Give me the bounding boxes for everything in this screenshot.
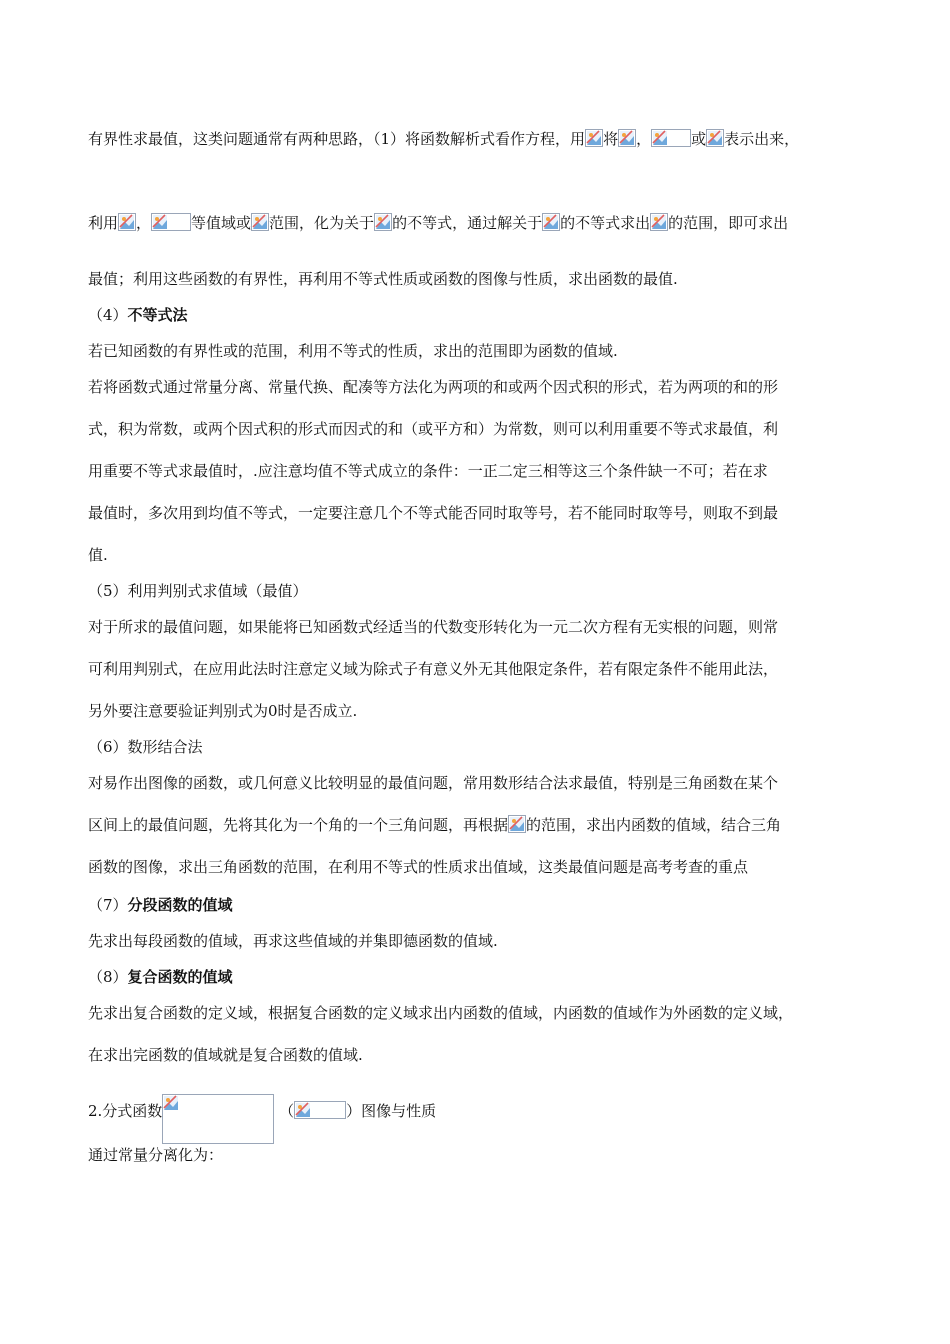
formula-image-icon	[151, 213, 191, 231]
section-5-line3: 另外要注意要验证判别式为0时是否成立.	[88, 702, 358, 720]
formula-image-icon	[542, 213, 560, 231]
para1-line1: 有界性求最值，这类问题通常有两种思路，（1）将函数解析式看作方程，用 将 ， 或 表示出来，	[88, 130, 800, 148]
formula-image-icon	[162, 1094, 274, 1144]
section-4-heading: （4）不等式法	[88, 306, 188, 324]
para1-line3: 最值；利用这些函数的有界性，再利用不等式性质或函数的图像与性质，求出函数的最值.	[88, 270, 678, 288]
formula-image-icon	[118, 213, 136, 231]
section-6-line3: 函数的图像，求出三角函数的范围，在利用不等式的性质求出值域，这类最值问题是高考考查的重点	[88, 858, 749, 876]
section-4-para2-line3: 用重要不等式求最值时，.应注意均值不等式成立的条件：一正二定三相等这三个条件缺一不可；若在求	[88, 462, 768, 480]
formula-image-icon	[706, 129, 724, 147]
formula-image-icon	[294, 1101, 346, 1119]
formula-image-icon	[251, 213, 269, 231]
section-8-heading: （8）复合函数的值域	[88, 968, 233, 986]
section-6-line1: 对易作出图像的函数，或几何意义比较明显的最值问题，常用数形结合法求最值，特别是三角函数在某个	[88, 774, 779, 792]
section-5-line1: 对于所求的最值问题，如果能将已知函数式经适当的代数变形转化为一元二次方程有无实根的问题，则常	[88, 618, 779, 636]
section-4-para2-line4: 最值时，多次用到均值不等式，一定要注意几个不等式能否同时取等号，若不能同时取等号，则取不到最	[88, 504, 779, 522]
section-2-heading: 2.分式函数 （ ）图像与性质	[88, 1094, 888, 1144]
section-4-para1: 若已知函数的有界性或的范围，利用不等式的性质，求出的范围即为函数的值域.	[88, 342, 618, 360]
section-8-line2: 在求出完函数的值域就是复合函数的值域.	[88, 1046, 363, 1064]
section-7-heading: （7）分段函数的值域	[88, 896, 233, 914]
formula-image-icon	[650, 213, 668, 231]
section-2-para: 通过常量分离化为：	[88, 1146, 224, 1164]
formula-image-icon	[585, 129, 603, 147]
section-5-heading: （5）利用判别式求值域（最值）	[88, 582, 308, 600]
section-6-line2: 区间上的最值问题，先将其化为一个角的一个三角问题，再根据 的范围，求出内函数的值域，结合三角	[88, 816, 782, 834]
formula-image-icon	[618, 129, 636, 147]
section-4-para2-line5: 值.	[88, 546, 108, 564]
formula-image-icon	[508, 815, 526, 833]
para1-line2: 利用 ， 等值域或 范围，化为关于 的不等式，通过解关于 的不等式求出 的范围，即可求出	[88, 214, 789, 232]
formula-image-icon	[374, 213, 392, 231]
formula-image-icon	[651, 129, 691, 147]
section-4-para2-line1: 若将函数式通过常量分离、常量代换、配凑等方法化为两项的和或两个因式积的形式，若为两项的和的形	[88, 378, 779, 396]
section-7-para: 先求出每段函数的值域，再求这些值域的并集即德函数的值域.	[88, 932, 498, 950]
section-5-line2: 可利用判别式，在应用此法时注意定义域为除式子有意义外无其他限定条件，若有限定条件不能用此法，	[88, 660, 779, 678]
section-4-para2-line2: 式，积为常数，或两个因式积的形式而因式的和（或平方和）为常数，则可以利用重要不等式求最值，利	[88, 420, 779, 438]
section-8-line1: 先求出复合函数的定义域，根据复合函数的定义域求出内函数的值域，内函数的值域作为外函数的定义域，	[88, 1004, 794, 1022]
section-6-heading: （6）数形结合法	[88, 738, 203, 756]
